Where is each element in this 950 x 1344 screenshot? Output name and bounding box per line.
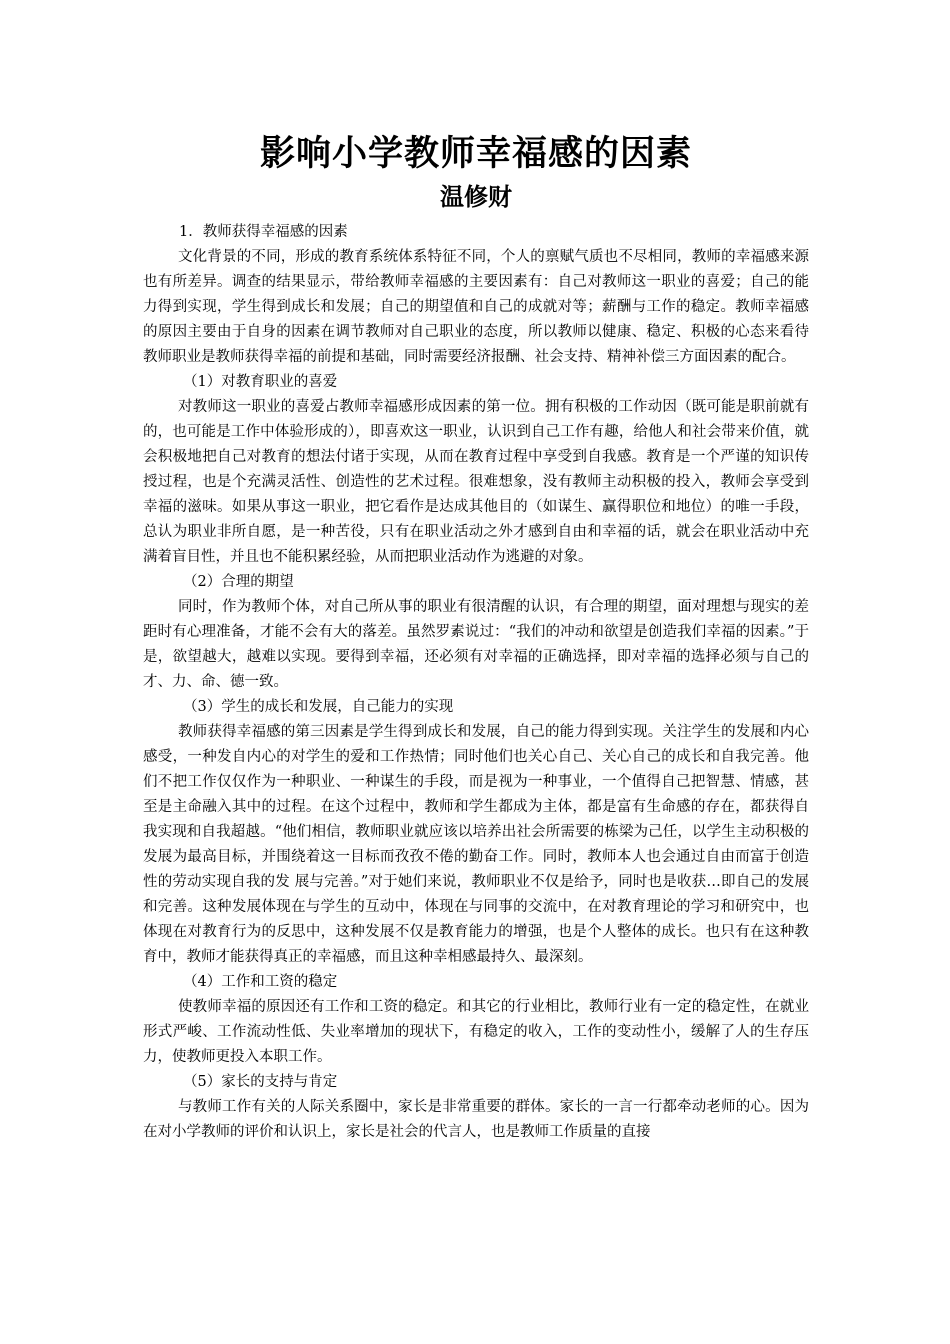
subsection-paragraph-5: 与教师工作有关的人际关系圈中，家长是非常重要的群体。家长的一言一行都牵动老师的心。因为在对小学教师的评价和认识上，家长是社会的代言人，也是教师工作质量的直接 [143, 1099, 809, 1140]
document-body [143, 220, 809, 1145]
subsection-paragraph-4: 使教师幸福的原因还有工作和工资的稳定。和其它的行业相比，教师行业有一定的稳定性，在就业形式严峻、工作流动性低、失业率增加的现状下，有稳定的收入，工作的变动性小，缓解了人的生存压力，使教师更投入本职工作。 [143, 999, 809, 1065]
document-title: 影响小学教师幸福感的因素 [259, 134, 692, 174]
document-author: 温修财 [440, 183, 512, 211]
subsection-heading-1: （1）对教育职业的喜爱 [183, 374, 338, 390]
intro-paragraph: 文化背景的不同，形成的教育系统体系特征不同，个人的禀赋气质也不尽相同，教师的幸福感来源也有所差异。调查的结果显示，带给教师幸福感的主要因素有：自己对教师这一职业的喜爱；自己的能力得到实现，学生得到成长和发展；自己的期望值和自己的成就对等；薪酬与工作的稳定。教师幸福感的原因主要由于自身的因素在调节教师对自己职业的态度，所以教师以健康、稳定、积极的心态来看待教师职业是教师获得幸福的前提和基础，同时需要经济报酬、社会支持、精神补偿三方面因素的配合。 [143, 249, 809, 365]
subsection-paragraph-3: 教师获得幸福感的第三因素是学生得到成长和发展，自己的能力得到实现。关注学生的发展和内心感受，一种发自内心的对学生的爱和工作热情；同时他们也关心自己、关心自己的成长和自我完善。他们不把工作仅仅作为一种职业、一种谋生的手段，而是视为一种事业，一个值得自己把智慧、情感，甚至是主命融入其中的过程。在这个过程中，教师和学生都成为主体，都是富有生命感的存在，都获得自我实现和自我超越。“他们相信，教师职业就应该以培养出社会所需要的栋梁为己任，以学生主动积极的发展为最高目标，并围绕着这一目标而孜孜不倦的勤奋工作。同时，教师本人也会通过自由而富于创造性的劳动实现自我的发 展与完善。”对于她们来说，教师职业不仅是给予，同时也是收获…即自己的发展和完善。这种发展体现在与学生的互动中，体现在与同事的交流中，在对教育理论的学习和研究中，也体现在对教育行为的反思中，这种发展不仅是教育能力的增强，也是个人整体的成长。也只有在这种教育中，教师才能获得真正的幸福感，而且这种幸相感最持久、最深刻。 [143, 724, 809, 965]
subsection-heading-2: （2）合理的期望 [183, 574, 294, 590]
section-heading: 1．教师获得幸福感的因素 [179, 224, 348, 240]
subsection-heading-5: （5）家长的支持与肯定 [183, 1074, 338, 1090]
document-page [143, 120, 809, 1145]
subsection-paragraph-2: 同时，作为教师个体，对自己所从事的职业有很清醒的认识，有合理的期望，面对理想与现实的差距时有心理准备，才能不会有大的落差。虽然罗素说过：“我们的冲动和欲望是创造我们幸福的因素。”于是，欲望越大，越难以实现。要得到幸福，还必须有对幸福的正确选择，即对幸福的选择必须与自己的才、力、命、德一致。 [143, 599, 809, 690]
subsection-heading-3: （3）学生的成长和发展，自己能力的实现 [183, 699, 454, 715]
subsection-heading-4: （4）工作和工资的稳定 [183, 974, 338, 990]
subsection-paragraph-1: 对教师这一职业的喜爱占教师幸福感形成因素的第一位。拥有积极的工作动因（既可能是职前就有的，也可能是工作中体验形成的），即喜欢这一职业，认识到自己工作有趣，给他人和社会带来价值，就会积极地把自己对教育的想法付诸于实现，从而在教育过程中享受到自我感。教育是一个严谨的知识传授过程，也是个充满灵活性、创造性的艺术过程。很难想象，没有教师主动积极的投入，教师会享受到幸福的滋味。如果从事这一职业，把它看作是达成其他目的（如谋生、赢得职位和地位）的唯一手段，总认为职业非所自愿，是一种苦役，只有在职业活动之外才感到自由和幸福的话，就会在职业活动中充满着盲目性，并且也不能积累经验，从而把职业活动作为逃避的对象。 [143, 399, 809, 565]
